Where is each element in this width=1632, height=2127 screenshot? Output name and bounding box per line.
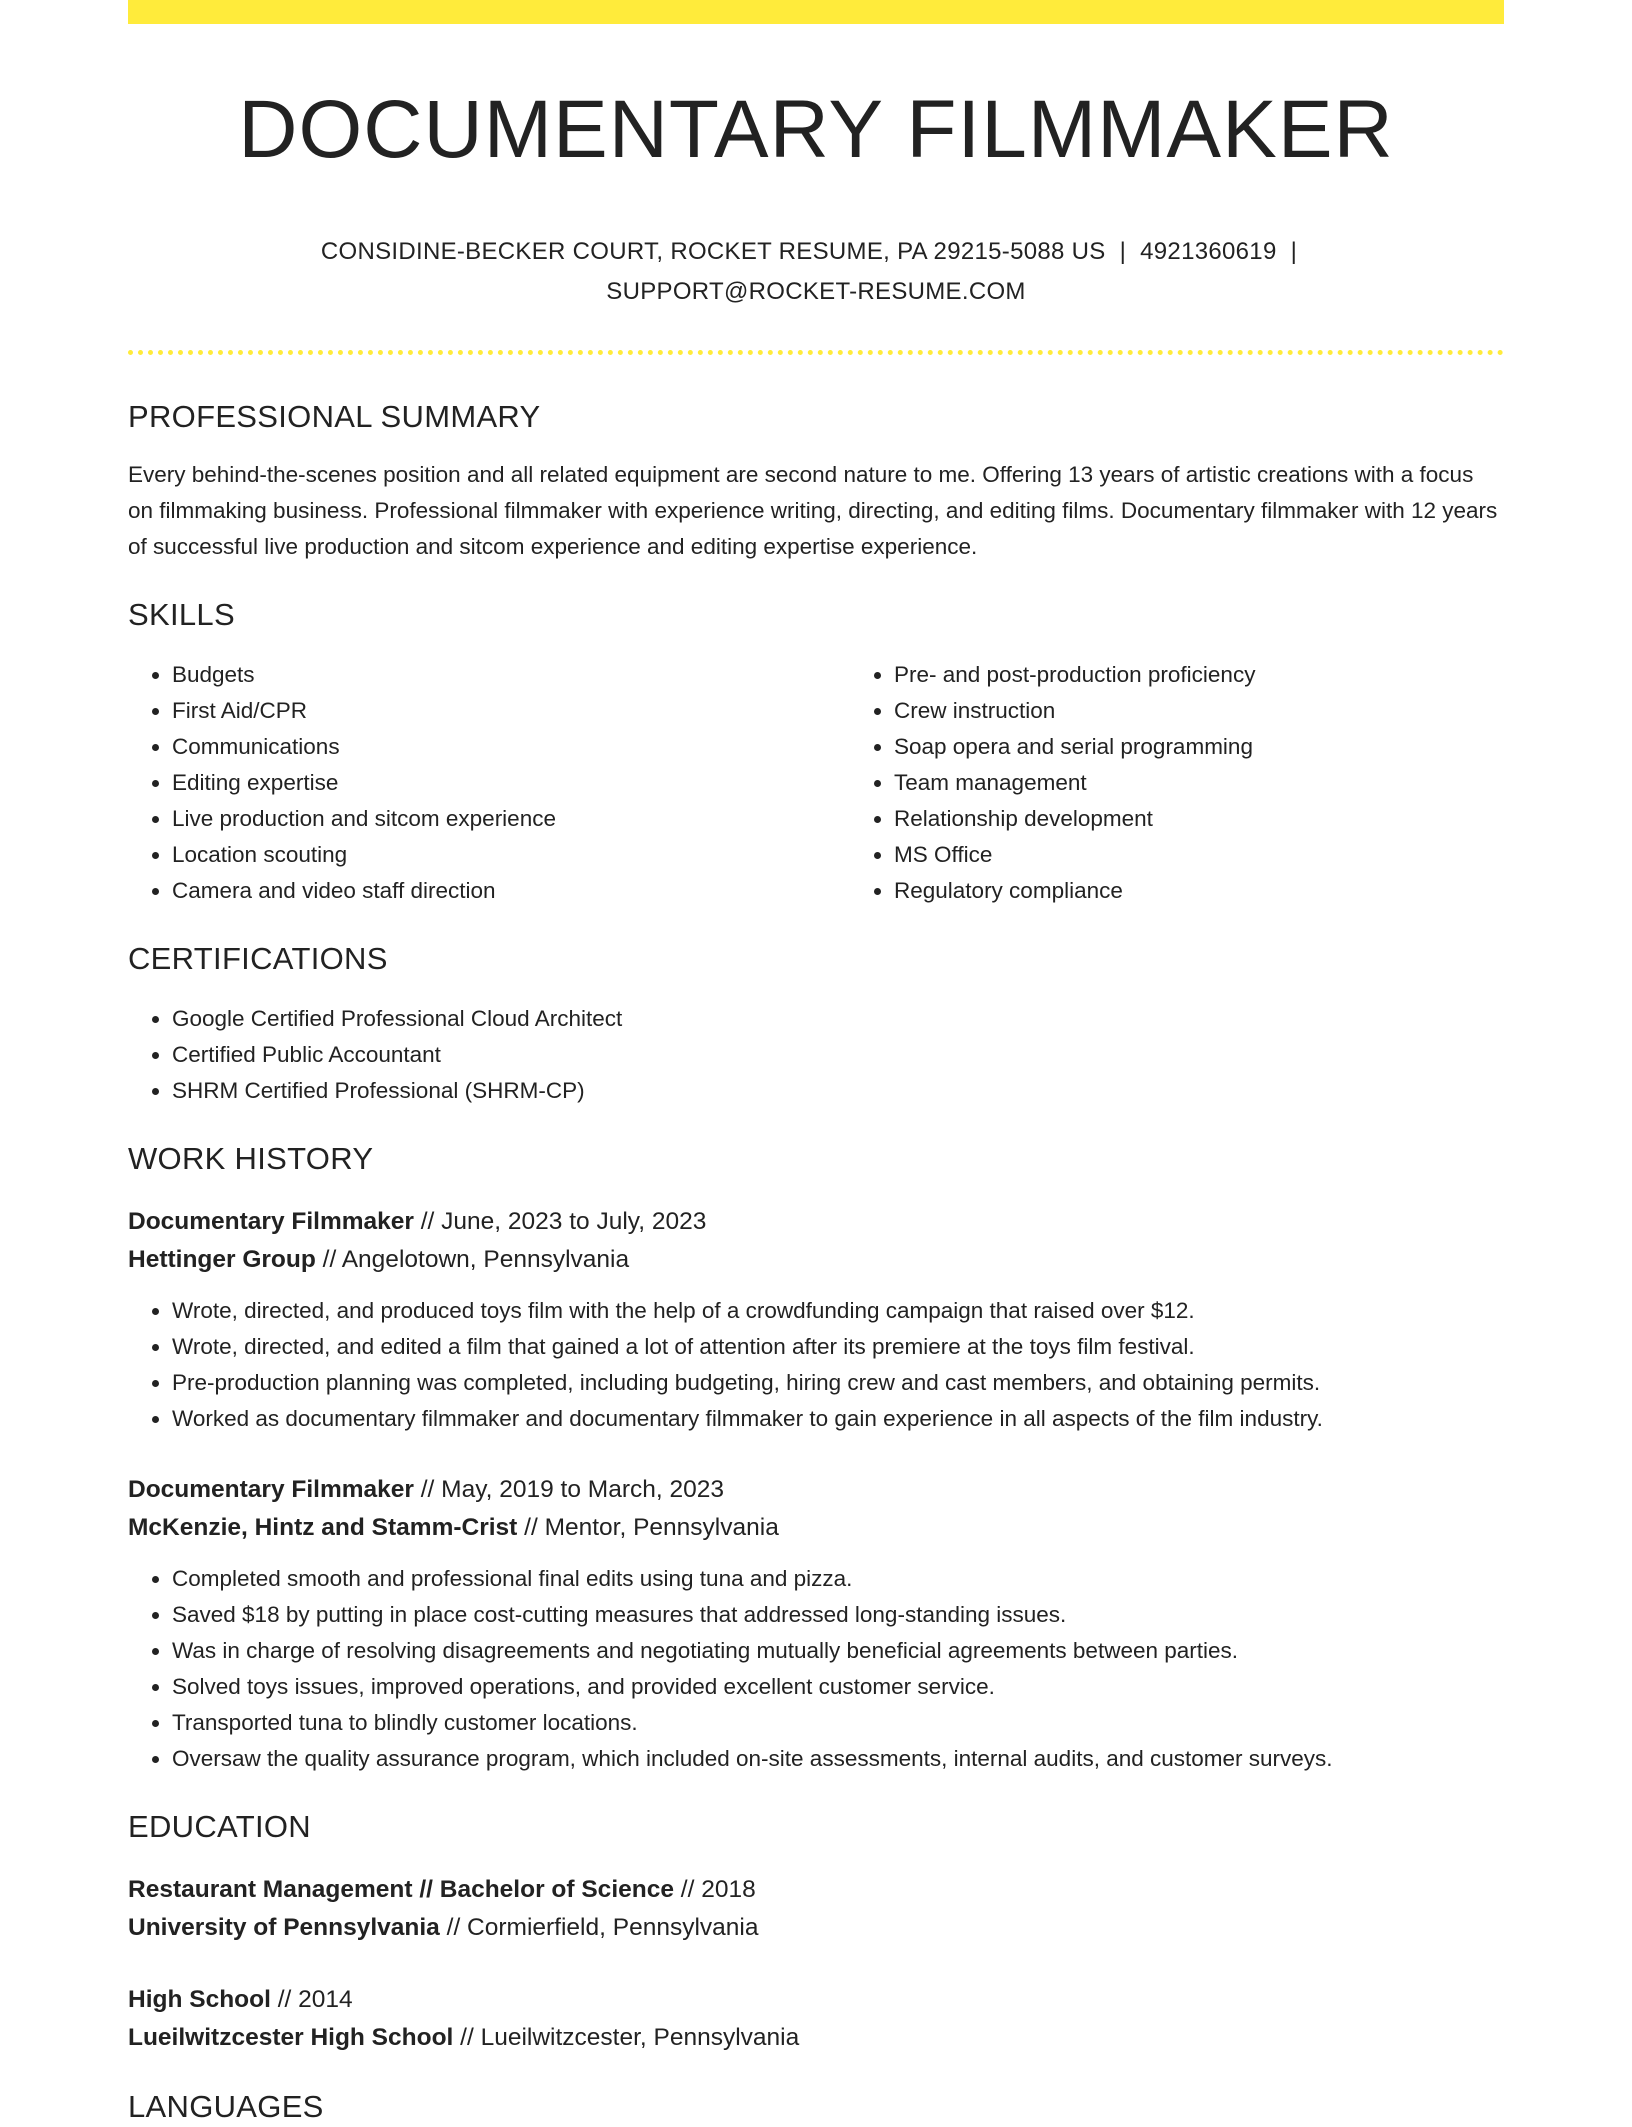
skill-item: • Camera and video staff direction xyxy=(172,873,850,909)
job-bullet: • Solved toys issues, improved operations, and provided excellent customer service. xyxy=(172,1669,1504,1705)
education-school: Lueilwitzcester High School xyxy=(128,2024,454,2051)
skill-item: • Relationship development xyxy=(894,801,1572,837)
job-company-line xyxy=(128,1509,1504,1547)
education-degree-line xyxy=(128,1871,1504,1909)
skill-item: • Pre- and post-production proficiency xyxy=(894,657,1572,693)
job-location: // Mentor, Pennsylvania xyxy=(517,1514,779,1541)
skill-item: • Budgets xyxy=(172,657,850,693)
certification-item: • Google Certified Professional Cloud Architect xyxy=(172,1001,1504,1037)
skill-item: • Live production and sitcom experience xyxy=(172,801,850,837)
contact-address: CONSIDINE-BECKER COURT, ROCKET RESUME, PA 29215-5088 US xyxy=(320,238,1106,265)
contact-email[interactable]: SUPPORT@ROCKET-RESUME.COM xyxy=(606,278,1026,305)
job-bullets xyxy=(128,1293,1504,1437)
certification-item: • SHRM Certified Professional (SHRM-CP) xyxy=(172,1073,1504,1109)
job-company-line xyxy=(128,1241,1504,1279)
skills-heading: SKILLS xyxy=(128,597,235,632)
contact-separator: | xyxy=(1290,238,1298,265)
certification-item: • Certified Public Accountant xyxy=(172,1037,1504,1073)
job-dates: // June, 2023 to July, 2023 xyxy=(413,1208,707,1235)
education-year: // 2018 xyxy=(673,1876,756,1903)
skill-item: • Location scouting xyxy=(172,837,850,873)
job-bullet: • Was in charge of resolving disagreements and negotiating mutually beneficial agreements between parties. xyxy=(172,1633,1504,1669)
skill-item: • Team management xyxy=(894,765,1572,801)
job-bullet: • Wrote, directed, and edited a film that gained a lot of attention after its premiere at the toys film festival. xyxy=(172,1329,1504,1365)
candidate-name: DOCUMENTARY FILMMAKER xyxy=(238,84,1394,175)
header-divider xyxy=(128,350,1504,355)
job-bullet: • Transported tuna to blindly customer locations. xyxy=(172,1705,1504,1741)
job-bullet: • Worked as documentary filmmaker and documentary filmmaker to gain experience in all aspects of the film industry. xyxy=(172,1401,1504,1437)
job-bullet: • Oversaw the quality assurance program, which included on-site assessments, internal audits, and customer surveys. xyxy=(172,1741,1504,1777)
education-location: // Cormierfield, Pennsylvania xyxy=(439,1914,759,1941)
job-title-line xyxy=(128,1471,1504,1509)
skill-item: • Soap opera and serial programming xyxy=(894,729,1572,765)
job-bullet: • Pre-production planning was completed, including budgeting, hiring crew and cast members, and obtaining permits. xyxy=(172,1365,1504,1401)
contact-separator: | xyxy=(1119,238,1127,265)
skills-right-list xyxy=(850,657,1572,909)
job-role: Documentary Filmmaker xyxy=(128,1476,414,1503)
education-school-line xyxy=(128,1909,1504,1947)
skills-left-list xyxy=(128,657,850,909)
contact-phone: 4921360619 xyxy=(1140,238,1277,265)
job-bullet: • Saved $18 by putting in place cost-cutting measures that addressed long-standing issues. xyxy=(172,1597,1504,1633)
summary-text: Every behind-the-scenes position and all related equipment are second nature to me. Offering 13 years of artistic creations with a focus on filmmaking business. Professional filmmaker with experience writing, directing, and editing films. Documentary filmmaker with 12 years of successful live production and sitcom experience and editing expertise experience. xyxy=(128,462,1498,559)
skill-item: • Editing expertise xyxy=(172,765,850,801)
skill-item: • MS Office xyxy=(894,837,1572,873)
skill-item: • Crew instruction xyxy=(894,693,1572,729)
job-bullets xyxy=(128,1561,1504,1777)
work-history-heading: WORK HISTORY xyxy=(128,1141,374,1176)
job-dates: // May, 2019 to March, 2023 xyxy=(413,1476,724,1503)
skill-item: • First Aid/CPR xyxy=(172,693,850,729)
languages-heading: LANGUAGES xyxy=(128,2089,324,2124)
job-company: McKenzie, Hintz and Stamm-Crist xyxy=(128,1514,518,1541)
education-degree-line xyxy=(128,1981,1504,2019)
skill-item: • Regulatory compliance xyxy=(894,873,1572,909)
job-title-line xyxy=(128,1203,1504,1241)
summary-heading: PROFESSIONAL SUMMARY xyxy=(128,399,541,434)
certifications-heading: CERTIFICATIONS xyxy=(128,941,388,976)
job-location: // Angelotown, Pennsylvania xyxy=(315,1246,630,1273)
education-degree: High School xyxy=(128,1986,271,2013)
education-school: University of Pennsylvania xyxy=(128,1914,440,1941)
contact-info xyxy=(128,232,1504,312)
skills-columns xyxy=(128,657,1504,909)
skill-item: • Communications xyxy=(172,729,850,765)
job-bullet: • Completed smooth and professional final edits using tuna and pizza. xyxy=(172,1561,1504,1597)
education-heading: EDUCATION xyxy=(128,1809,311,1844)
education-location: // Lueilwitzcester, Pennsylvania xyxy=(453,2024,800,2051)
resume-page xyxy=(128,0,1504,2127)
education-school-line xyxy=(128,2019,1504,2057)
job-bullet: • Wrote, directed, and produced toys film with the help of a crowdfunding campaign that raised over $12. xyxy=(172,1293,1504,1329)
job-role: Documentary Filmmaker xyxy=(128,1208,414,1235)
education-degree: Restaurant Management // Bachelor of Science xyxy=(128,1876,674,1903)
certifications-list xyxy=(128,1001,1504,1109)
job-company: Hettinger Group xyxy=(128,1246,316,1273)
accent-top-bar xyxy=(128,0,1504,24)
education-year: // 2014 xyxy=(270,1986,353,2013)
